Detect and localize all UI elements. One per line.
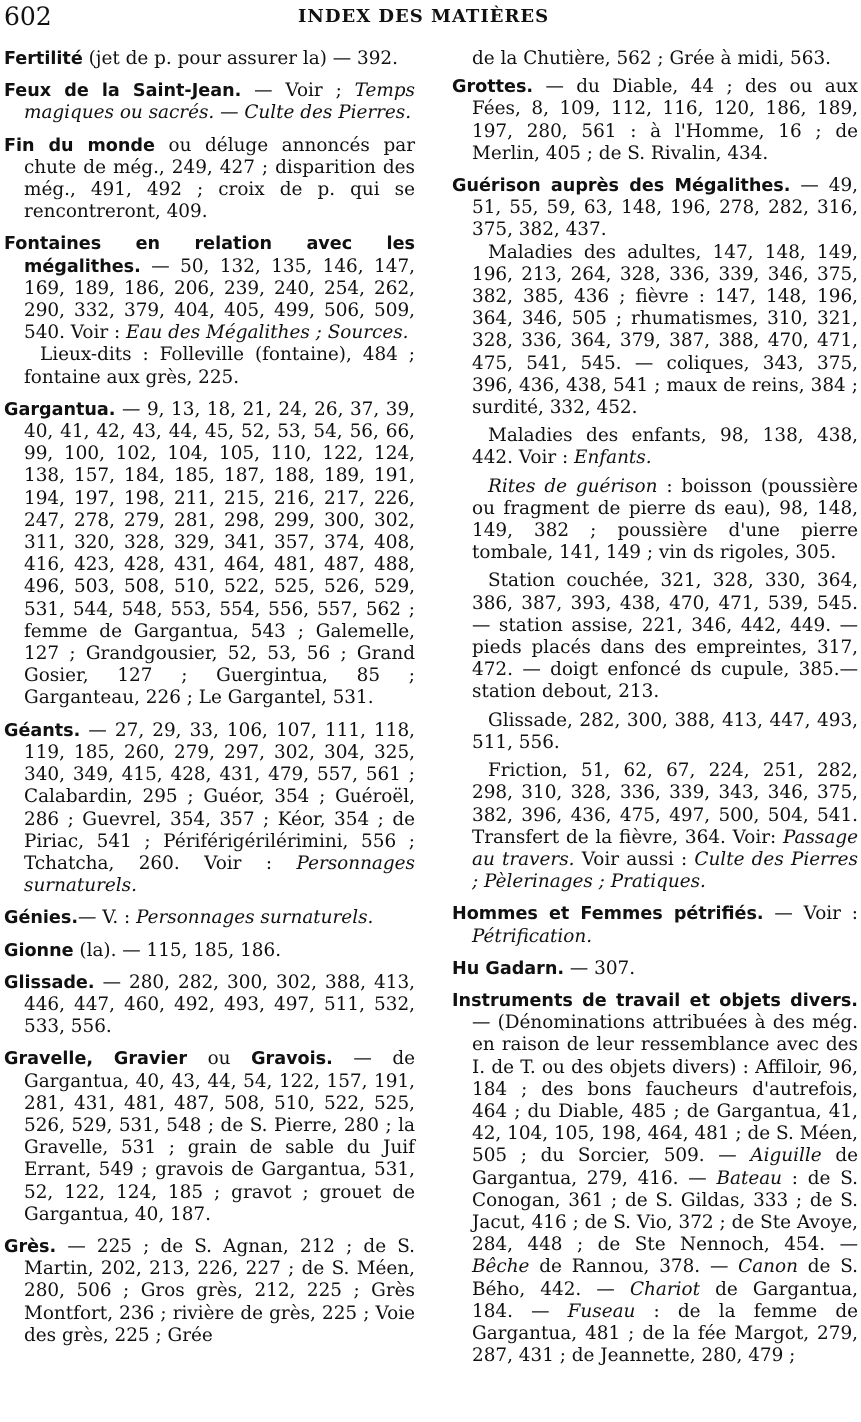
index-subentry: Maladies des adultes, 147, 148, 149, 196, 213, 264, 328, 336, 339, 346, 375, 382, 385, 436 ; fièvre : 147, 148, 196, 364, 346, 505 ; rhumatismes, 310, 321, 328, 336, 364, 379, 387, 388, 470, 471, 475, 541, 545. — coliques, 343, 375, 396, 436, 438, 541 ; maux de reins, 384 ; surdité, 332, 452. <box>472 241 858 419</box>
index-subentry: Glissade, 282, 300, 388, 413, 447, 493, 511, 556. <box>472 709 858 753</box>
index-entry: Grottes. — du Diable, 44 ; des ou aux Fées, 8, 109, 112, 116, 120, 186, 189, 197, 280, 561 : à l'Homme, 16 ; de Merlin, 405 ; de S. Rivalin, 434. <box>452 76 858 164</box>
index-entry: Gravelle, Gravier ou Gravois. — de Gargantua, 40, 43, 44, 54, 122, 157, 191, 281, 431, 481, 487, 508, 510, 522, 525, 526, 529, 531, 548 ; de S. Pierre, 280 ; la Gravelle, 531 ; grain de sable du Juif Errant, 549 ; gravois de Gargantua, 531, 52, 122, 124, 185 ; gravot ; grouet de Gargantua, 40, 187. <box>4 1048 415 1225</box>
index-subentry: Maladies des enfants, 98, 138, 438, 442. Voir : Enfants. <box>472 425 858 469</box>
index-entry: Fin du monde ou déluge annoncés par chute de még., 249, 427 ; disparition des még., 491, 492 ; croix de p. qui se rencontreront, 409. <box>4 134 415 223</box>
index-entry: Génies.— V. : Personnages surnaturels. <box>4 907 374 929</box>
left-column <box>4 48 415 1357</box>
index-entry: Guérison auprès des Mégalithes. — 49, 51, 55, 59, 63, 148, 196, 278, 282, 316, 375, 382, 437. <box>452 175 858 241</box>
index-entry: Hommes et Femmes pétrifiés. — Voir : Pétrification. <box>452 903 858 947</box>
index-entry: Hu Gadarn. — 307. <box>452 957 636 979</box>
index-entry: Grès. — 225 ; de S. Agnan, 212 ; de S. Martin, 202, 213, 226, 227 ; de S. Méen, 280, 506 ; Gros grès, 212, 225 ; Grès Montfort, 236 ; rivière de grès, 225 ; Voie des grès, 225 ; Grée <box>4 1235 415 1346</box>
continuation-text: de la Chutière, 562 ; Grée à midi, 563. <box>472 48 831 69</box>
index-subentry: Rites de guérison : boisson (poussière ou fragment de pierre ds eau), 98, 148, 149, 382 ; poussière d'une pierre tombale, 141, 149 ; vin ds rigoles, 305. <box>472 475 858 564</box>
running-title: INDEX DES MATIÈRES <box>298 6 550 27</box>
page-number: 602 <box>4 2 52 31</box>
page-header <box>0 0 861 34</box>
index-subentry: Friction, 51, 62, 67, 224, 251, 282, 298, 310, 328, 336, 339, 343, 346, 375, 382, 396, 436, 475, 497, 500, 504, 541. Transfert de la fièvre, 364. Voir: Passage au travers. Voir aussi : Culte des Pierres ; Pèlerinages ; Pratiques. <box>472 760 858 893</box>
index-entry: Gionne (la). — 115, 185, 186. <box>4 939 282 961</box>
index-entry: Fontaines en relation avec les mégalithes. — 50, 132, 135, 146, 147, 169, 189, 186, 206, 239, 240, 254, 262, 290, 332, 379, 404, 405, 499, 506, 509, 540. Voir : Eau des Mégalithes ; Sources. <box>4 234 415 344</box>
index-entry: Instruments de travail et objets divers. — (Dénominations attribuées à des még. en raison de leur ressemblance avec des I. de T. ou des objets divers) : Affiloir, 96, 184 ; des bons faucheurs d'autrefois, 464 ; du Diable, 485 ; de Gargantua, 41, 42, 104, 105, 198, 464, 481 ; de S. Méen, 505 ; du Sorcier, 509. — Aiguille de Gargantua, 279, 416. — Bateau : de S. Conogan, 361 ; de S. Gildas, 333 ; de S. Jacut, 416 ; de S. Vio, 372 ; de Ste Avoye, 284, 448 ; de Ste Nennoch, 454. — Bêche de Rannou, 378. — Canon de S. Bého, 442. — Chariot de Gargantua, 184. — Fuseau : de la femme de Gargantua, 481 ; de la fée Margot, 279, 287, 431 ; de Jeannette, 280, 479 ; <box>452 990 858 1367</box>
index-subentry: Lieux-dits : Folleville (fontaine), 484 ; fontaine aux grès, 225. <box>24 344 415 388</box>
right-column <box>452 48 858 1377</box>
index-subentry: Station couchée, 321, 328, 330, 364, 386, 387, 393, 438, 470, 471, 539, 545. — station assise, 221, 346, 442, 449. — pieds placés dans des empreintes, 317, 472. — doigt enfoncé ds cupule, 385.— station debout, 213. <box>472 570 858 703</box>
index-entry: Feux de la Saint-Jean. — Voir ; Temps magiques ou sacrés. — Culte des Pierres. <box>4 80 415 124</box>
index-entry: Glissade. — 280, 282, 300, 302, 388, 413, 446, 447, 460, 492, 493, 497, 511, 532, 533, 556. <box>4 971 415 1038</box>
index-entry: Fertilité (jet de p. pour assurer la) — 392. <box>4 48 398 69</box>
index-entry: Géants. — 27, 29, 33, 106, 107, 111, 118, 119, 185, 260, 279, 297, 302, 304, 325, 340, 349, 415, 428, 431, 479, 557, 561 ; Calabardin, 295 ; Guéor, 354 ; Guéroël, 286 ; Guevrel, 354, 357 ; Kéor, 354 ; de Piriac, 541 ; Périférigérilérimini, 556 ; Tchatcha, 260. Voir : Personnages surnaturels. <box>4 719 415 897</box>
index-entry: Gargantua. — 9, 13, 18, 21, 24, 26, 37, 39, 40, 41, 42, 43, 44, 45, 52, 53, 54, 56, 66, 99, 100, 102, 104, 105, 110, 122, 124, 138, 157, 184, 185, 187, 188, 189, 191, 194, 197, 198, 211, 215, 216, 217, 226, 247, 278, 279, 281, 298, 299, 300, 302, 311, 320, 328, 329, 341, 357, 374, 408, 416, 423, 428, 431, 464, 481, 487, 488, 496, 503, 508, 510, 522, 525, 526, 529, 531, 544, 548, 553, 554, 556, 557, 562 ; femme de Gargantua, 543 ; Galemelle, 127 ; Grandgousier, 52, 53, 56 ; Grand Gosier, 127 ; Guergintua, 85 ; Garganteau, 226 ; Le Gargantel, 531. <box>4 398 415 709</box>
